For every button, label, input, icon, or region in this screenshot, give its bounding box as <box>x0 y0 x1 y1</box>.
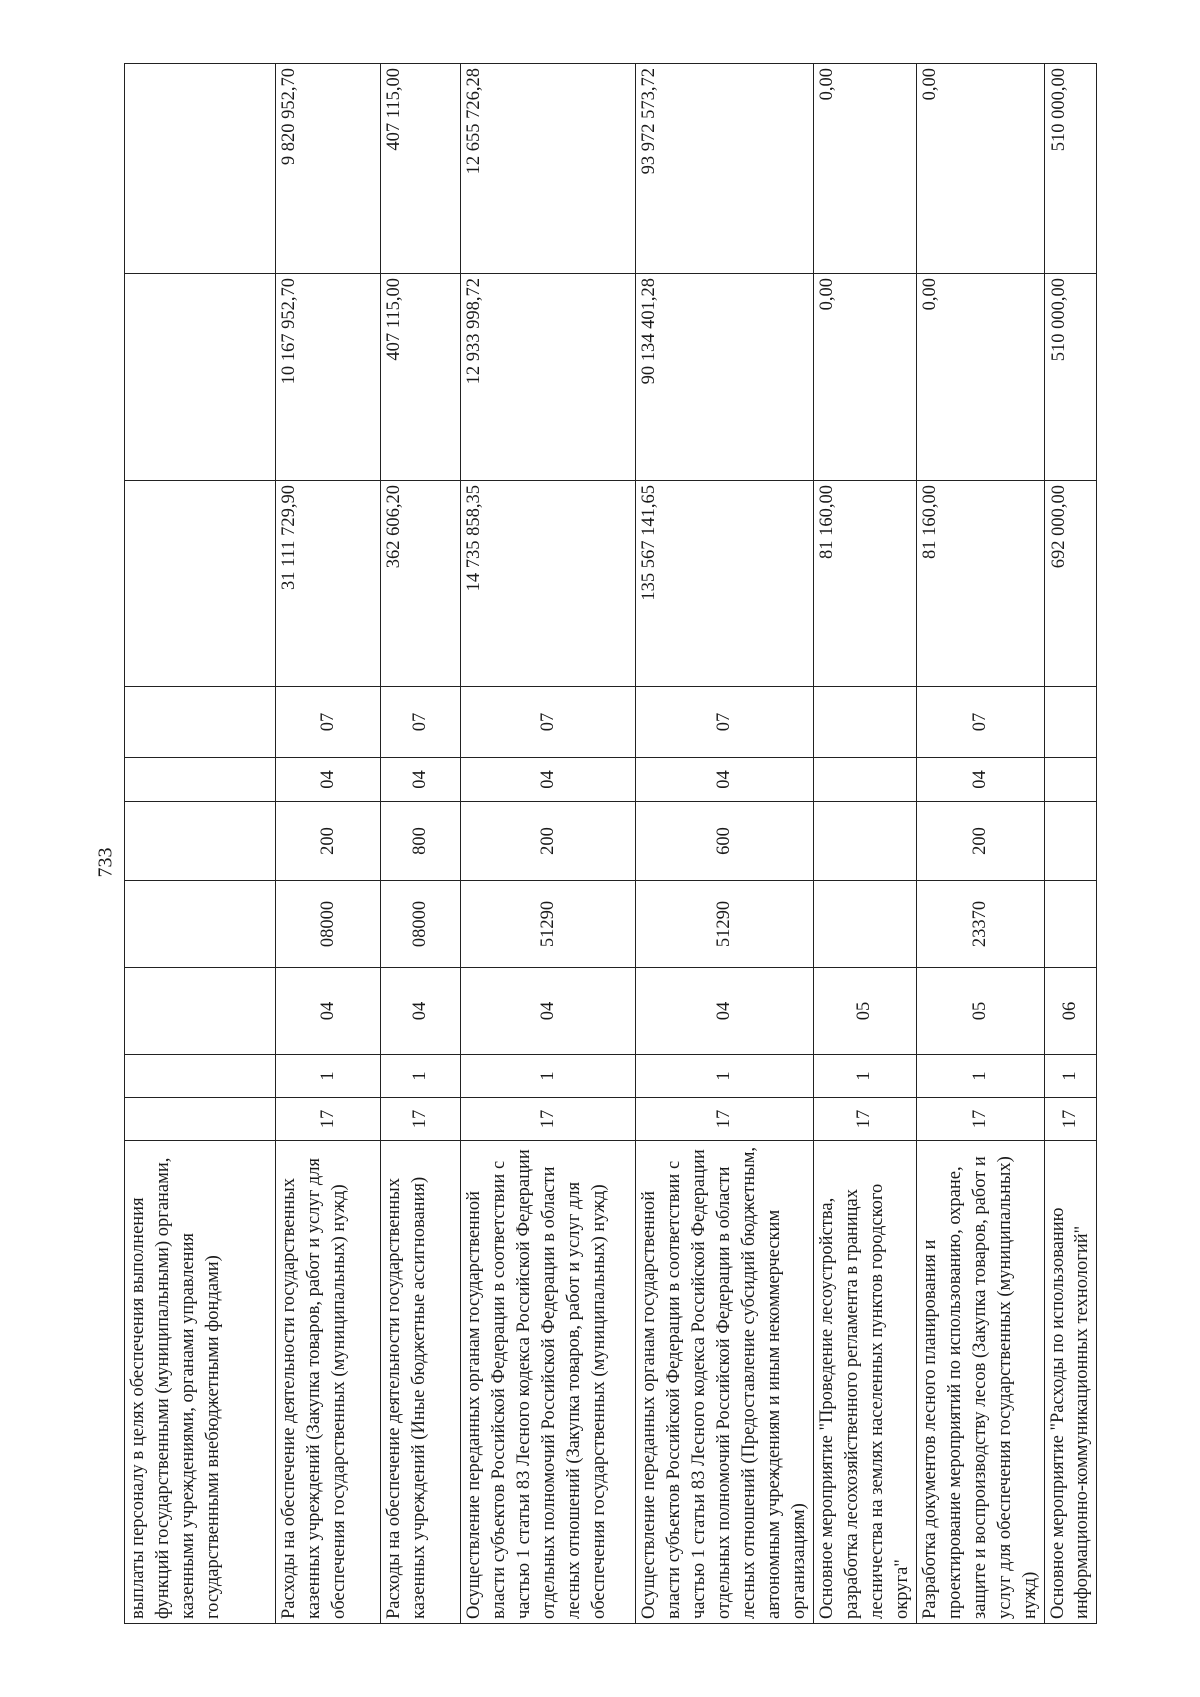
row-value-2: 12 933 998,72 <box>461 274 636 481</box>
row-code-5: 600 <box>636 802 814 881</box>
table-row <box>125 64 276 1624</box>
row-code-4 <box>813 881 916 968</box>
row-code-4: 51290 <box>461 881 636 968</box>
page-number: 733 <box>94 847 117 878</box>
table-row <box>636 64 814 1624</box>
row-code-5 <box>1044 802 1097 881</box>
row-code-6 <box>813 758 916 802</box>
row-code-3: 05 <box>916 968 1044 1055</box>
row-code-6: 04 <box>461 758 636 802</box>
row-code-7: 07 <box>461 687 636 758</box>
row-code-1: 17 <box>381 1098 461 1141</box>
row-code-3: 04 <box>461 968 636 1055</box>
row-description: Основное мероприятие "Проведение лесоустройства, разработка лесохозяйственного регламента в границах лесничества на землях населенных пунктов городского округа" <box>813 1141 916 1624</box>
row-code-6: 04 <box>916 758 1044 802</box>
row-value-1: 81 160,00 <box>813 481 916 687</box>
row-description: Осуществление переданных органам государственной власти субъектов Российской Федерации в соответствии с частью 1 статьи 83 Лесного кодекса Российской Федерации отдельных полномочий Российской Федерации в области лесных отношений (Предоставление субсидий бюджетным, автономным учреждениям и иным некоммерческим организациям) <box>636 1141 814 1624</box>
row-value-2: 10 167 952,70 <box>276 274 381 481</box>
row-value-3: 93 972 573,72 <box>636 64 814 274</box>
row-value-1: 362 606,20 <box>381 481 461 687</box>
row-code-4 <box>1044 881 1097 968</box>
table-row <box>813 64 916 1624</box>
row-value-1: 692 000,00 <box>1044 481 1097 687</box>
row-code-6: 04 <box>276 758 381 802</box>
row-code-2: 1 <box>916 1055 1044 1098</box>
row-code-5: 800 <box>381 802 461 881</box>
row-code-7 <box>813 687 916 758</box>
row-code-1: 17 <box>916 1098 1044 1141</box>
table-row <box>461 64 636 1624</box>
row-code-2: 1 <box>1044 1055 1097 1098</box>
row-code-2: 1 <box>381 1055 461 1098</box>
row-code-3: 06 <box>1044 968 1097 1055</box>
table-row <box>916 64 1044 1624</box>
row-value-3: 0,00 <box>916 64 1044 274</box>
row-code-1: 17 <box>636 1098 814 1141</box>
row-code-6 <box>125 758 276 802</box>
row-code-2: 1 <box>636 1055 814 1098</box>
table-row <box>276 64 381 1624</box>
row-code-4: 08000 <box>276 881 381 968</box>
row-code-4: 23370 <box>916 881 1044 968</box>
row-description: Расходы на обеспечение деятельности государственных казенных учреждений (Иные бюджетные ассигнования) <box>381 1141 461 1624</box>
row-code-3: 05 <box>813 968 916 1055</box>
row-code-6: 04 <box>636 758 814 802</box>
row-value-3: 407 115,00 <box>381 64 461 274</box>
row-value-2: 0,00 <box>813 274 916 481</box>
row-description: Разработка документов лесного планирования и проектирование мероприятий по использованию, охране, защите и воспроизводству лесов (Закупка товаров, работ и услуг для обеспечения государственных (муниципальных) нужд) <box>916 1141 1044 1624</box>
row-value-2: 90 134 401,28 <box>636 274 814 481</box>
row-code-4: 08000 <box>381 881 461 968</box>
row-code-1: 17 <box>276 1098 381 1141</box>
row-value-2: 0,00 <box>916 274 1044 481</box>
row-value-3: 0,00 <box>813 64 916 274</box>
row-value-3: 9 820 952,70 <box>276 64 381 274</box>
row-code-3 <box>125 968 276 1055</box>
row-value-2 <box>125 274 276 481</box>
row-value-3 <box>125 64 276 274</box>
row-value-1: 135 567 141,65 <box>636 481 814 687</box>
row-code-1 <box>125 1098 276 1141</box>
row-value-1: 14 735 858,35 <box>461 481 636 687</box>
budget-table <box>124 63 1097 1624</box>
row-code-3: 04 <box>381 968 461 1055</box>
row-code-5: 200 <box>461 802 636 881</box>
row-code-7 <box>1044 687 1097 758</box>
row-code-7 <box>125 687 276 758</box>
row-code-7: 07 <box>381 687 461 758</box>
row-value-3: 12 655 726,28 <box>461 64 636 274</box>
row-code-2 <box>125 1055 276 1098</box>
row-code-7: 07 <box>276 687 381 758</box>
row-value-1 <box>125 481 276 687</box>
row-description: Основное мероприятие "Расходы по использованию информационно-коммуникационных технологий" <box>1044 1141 1097 1624</box>
row-value-2: 510 000,00 <box>1044 274 1097 481</box>
row-code-5 <box>125 802 276 881</box>
row-code-6: 04 <box>381 758 461 802</box>
row-code-3: 04 <box>276 968 381 1055</box>
table-row <box>1044 64 1097 1624</box>
budget-table-container <box>124 64 1093 1624</box>
table-row <box>381 64 461 1624</box>
row-code-2: 1 <box>461 1055 636 1098</box>
row-code-4: 51290 <box>636 881 814 968</box>
row-code-6 <box>1044 758 1097 802</box>
row-code-1: 17 <box>1044 1098 1097 1141</box>
row-value-1: 81 160,00 <box>916 481 1044 687</box>
row-code-2: 1 <box>276 1055 381 1098</box>
row-code-7: 07 <box>916 687 1044 758</box>
row-value-1: 31 111 729,90 <box>276 481 381 687</box>
row-code-5 <box>813 802 916 881</box>
row-code-2: 1 <box>813 1055 916 1098</box>
row-value-3: 510 000,00 <box>1044 64 1097 274</box>
row-code-1: 17 <box>461 1098 636 1141</box>
row-code-5: 200 <box>276 802 381 881</box>
row-code-3: 04 <box>636 968 814 1055</box>
row-code-1: 17 <box>813 1098 916 1141</box>
row-code-5: 200 <box>916 802 1044 881</box>
row-description: Расходы на обеспечение деятельности государственных казенных учреждений (Закупка товаров, работ и услуг для обеспечения государственных (муниципальных) нужд) <box>276 1141 381 1624</box>
row-value-2: 407 115,00 <box>381 274 461 481</box>
row-code-4 <box>125 881 276 968</box>
row-description: выплаты персоналу в целях обеспечения выполнения функций государственными (муниципальными) органами, казенными учреждениями, органами управления государственными внебюджетными фондами) <box>125 1141 276 1624</box>
row-description: Осуществление переданных органам государственной власти субъектов Российской Федерации в соответствии с частью 1 статьи 83 Лесного кодекса Российской Федерации отдельных полномочий Российской Федерации в области лесных отношений (Закупка товаров, работ и услуг для обеспечения государственных (муниципальных) нужд) <box>461 1141 636 1624</box>
row-code-7: 07 <box>636 687 814 758</box>
